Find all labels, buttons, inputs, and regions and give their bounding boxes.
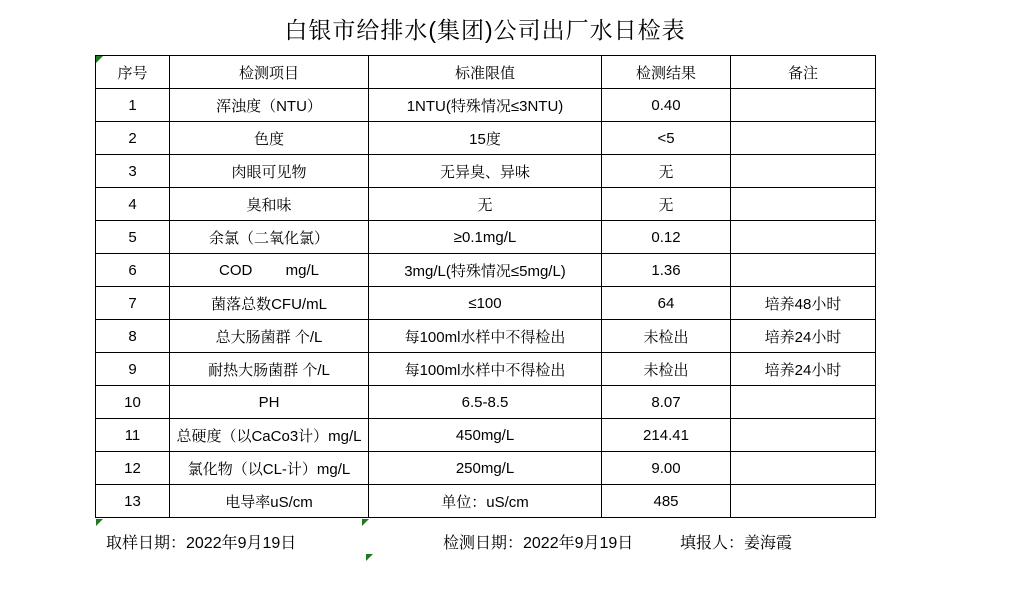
test-result-cell: 未检出	[602, 320, 731, 353]
standard-limit-cell: 450mg/L	[369, 419, 602, 452]
test-result-cell: 无	[602, 188, 731, 221]
seq-no-cell: 12	[96, 452, 170, 485]
header-row	[96, 56, 876, 89]
seq-no-cell: 7	[96, 287, 170, 320]
cell-error-marker-icon	[96, 56, 103, 63]
standard-limit-cell: 250mg/L	[369, 452, 602, 485]
remark-cell	[731, 188, 876, 221]
test-item-cell: 耐热大肠菌群 个/L	[170, 353, 369, 386]
header-remark: 备注	[731, 56, 876, 89]
standard-limit-cell: 单位：uS/cm	[369, 485, 602, 518]
test-item-cell: 肉眼可见物	[170, 155, 369, 188]
remark-cell	[731, 452, 876, 485]
header-standard-limit: 标准限值	[369, 56, 602, 89]
seq-no-cell: 10	[96, 386, 170, 419]
test-result-cell: 64	[602, 287, 731, 320]
cell-error-marker-icon	[96, 519, 103, 526]
table-row	[96, 485, 876, 518]
table-row	[96, 89, 876, 122]
table-row	[96, 155, 876, 188]
test-item-cell: 余氯（二氧化氯）	[170, 221, 369, 254]
remark-cell: 培养48小时	[731, 287, 876, 320]
seq-no-cell: 4	[96, 188, 170, 221]
seq-no-cell: 5	[96, 221, 170, 254]
page-title: 白银市给排水(集团)公司出厂水日检表	[284, 17, 686, 43]
seq-no-cell: 8	[96, 320, 170, 353]
standard-limit-cell: ≥0.1mg/L	[369, 221, 602, 254]
seq-no-cell: 2	[96, 122, 170, 155]
seq-no-cell: 6	[96, 254, 170, 287]
table-row	[96, 320, 876, 353]
header-test-result: 检测结果	[602, 56, 731, 89]
test-item-cell: 臭和味	[170, 188, 369, 221]
table-row	[96, 188, 876, 221]
standard-limit-cell: 1NTU(特殊情况≤3NTU)	[369, 89, 602, 122]
remark-cell	[731, 485, 876, 518]
seq-no-cell: 13	[96, 485, 170, 518]
remark-cell	[731, 254, 876, 287]
table-row	[96, 353, 876, 386]
seq-no-cell: 9	[96, 353, 170, 386]
sampling-date-text: 取样日期：2022年9月19日	[106, 535, 297, 552]
test-item-cell: COD mg/L	[170, 254, 369, 287]
test-item-cell: 氯化物（以CL-计）mg/L	[170, 452, 369, 485]
table-body	[96, 89, 876, 518]
table-row	[96, 221, 876, 254]
table-row	[96, 419, 876, 452]
test-result-cell: 485	[602, 485, 731, 518]
test-item-cell: 浑浊度（NTU）	[170, 89, 369, 122]
standard-limit-cell: 6.5-8.5	[369, 386, 602, 419]
table-row	[96, 452, 876, 485]
standard-limit-cell: 每100ml水样中不得检出	[369, 353, 602, 386]
reporter-text: 填报人：姜海霞	[680, 535, 793, 552]
remark-cell: 培养24小时	[731, 353, 876, 386]
test-item-cell: 总硬度（以CaCo3计）mg/L	[170, 419, 369, 452]
test-item-cell: 电导率uS/cm	[170, 485, 369, 518]
seq-no-cell: 11	[96, 419, 170, 452]
test-result-cell: 8.07	[602, 386, 731, 419]
test-result-cell: 214.41	[602, 419, 731, 452]
test-item-cell: PH	[170, 386, 369, 419]
standard-limit-cell: 3mg/L(特殊情况≤5mg/L)	[369, 254, 602, 287]
test-result-cell: 9.00	[602, 452, 731, 485]
cell-error-marker-icon	[362, 519, 369, 526]
table-row	[96, 386, 876, 419]
test-result-cell: 无	[602, 155, 731, 188]
standard-limit-cell: ≤100	[369, 287, 602, 320]
test-item-cell: 菌落总数CFU/mL	[170, 287, 369, 320]
test-result-cell: <5	[602, 122, 731, 155]
standard-limit-cell: 无异臭、异味	[369, 155, 602, 188]
remark-cell	[731, 122, 876, 155]
remark-cell	[731, 419, 876, 452]
test-result-cell: 0.12	[602, 221, 731, 254]
seq-no-cell: 3	[96, 155, 170, 188]
remark-cell	[731, 221, 876, 254]
standard-limit-cell: 15度	[369, 122, 602, 155]
remark-cell	[731, 89, 876, 122]
table-row	[96, 287, 876, 320]
remark-cell	[731, 155, 876, 188]
test-result-cell: 1.36	[602, 254, 731, 287]
standard-limit-cell: 无	[369, 188, 602, 221]
test-item-cell: 色度	[170, 122, 369, 155]
cell-error-marker-icon	[366, 554, 373, 561]
inspection-table	[95, 55, 876, 518]
header-test-item: 检测项目	[170, 56, 369, 89]
table-row	[96, 254, 876, 287]
remark-cell: 培养24小时	[731, 320, 876, 353]
standard-limit-cell: 每100ml水样中不得检出	[369, 320, 602, 353]
test-date-text: 检测日期：2022年9月19日	[443, 535, 634, 552]
remark-cell	[731, 386, 876, 419]
seq-no-cell: 1	[96, 89, 170, 122]
table-row	[96, 122, 876, 155]
test-item-cell: 总大肠菌群 个/L	[170, 320, 369, 353]
test-result-cell: 未检出	[602, 353, 731, 386]
test-result-cell: 0.40	[602, 89, 731, 122]
header-seq-no: 序号	[96, 56, 170, 89]
